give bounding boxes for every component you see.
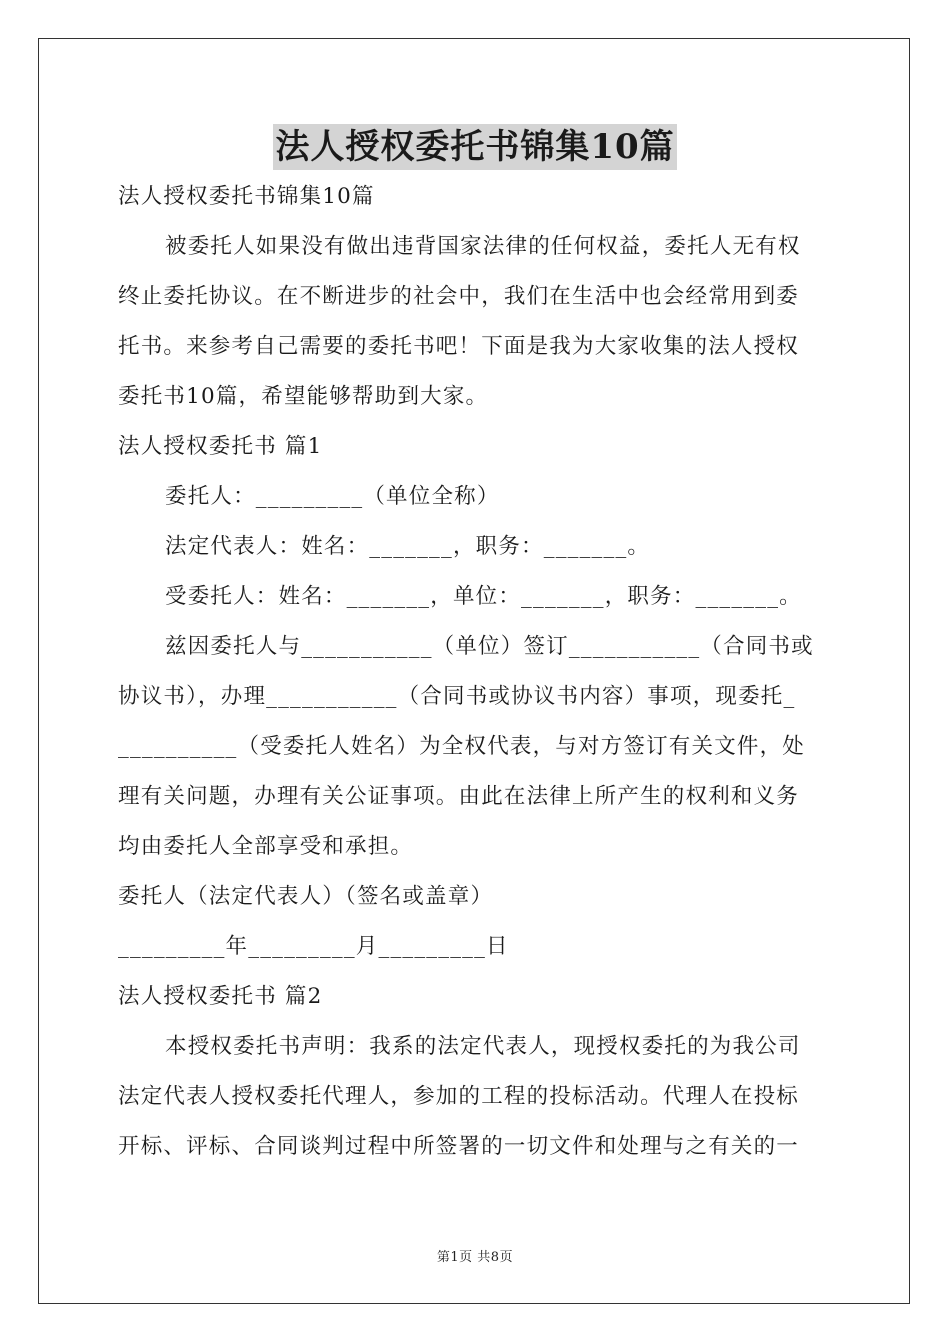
text-line: 法定代表人授权委托代理人，参加的工程的投标活动。代理人在投标 bbox=[118, 1084, 800, 1109]
text-line: 受委托人：姓名：_______，单位：_______，职务：_______。 bbox=[165, 584, 802, 609]
text-line: 法人授权委托书 篇1 bbox=[118, 434, 323, 459]
text-line: 均由委托人全部享受和承担。 bbox=[118, 834, 414, 859]
text-line: 理有关问题，办理有关公证事项。由此在法律上所产生的权利和义务 bbox=[118, 784, 800, 809]
text-line: 托书。来参考自己需要的委托书吧！下面是我为大家收集的法人授权 bbox=[118, 334, 800, 359]
document-body bbox=[118, 172, 834, 1172]
text-line: 法人授权委托书锦集10篇 bbox=[118, 184, 375, 209]
text-line: 委托人：_________（单位全称） bbox=[165, 484, 500, 509]
text-line: 终止委托协议。在不断进步的社会中，我们在生活中也会经常用到委 bbox=[118, 284, 800, 309]
text-line: __________（受委托人姓名）为全权代表，与对方签订有关文件，处 bbox=[118, 734, 806, 759]
text-line: 委托书10篇，希望能够帮助到大家。 bbox=[118, 384, 489, 409]
text-line: _________年_________月_________日 bbox=[118, 934, 509, 959]
text-line: 本授权委托书声明：我系的法定代表人，现授权委托的为我公司 bbox=[165, 1034, 801, 1059]
text-line: 协议书），办理___________（合同书或协议书内容）事项，现委托_ bbox=[118, 684, 796, 709]
title-container bbox=[0, 124, 950, 170]
page-footer: 第1页 共8页 bbox=[436, 1250, 514, 1265]
text-line: 开标、评标、合同谈判过程中所签署的一切文件和处理与之有关的一 bbox=[118, 1134, 800, 1159]
text-line: 委托人（法定代表人）（签名或盖章） bbox=[118, 884, 494, 909]
text-line: 法人授权委托书 篇2 bbox=[118, 984, 323, 1009]
document-title: 法人授权委托书锦集10篇 bbox=[273, 124, 676, 170]
text-line: 法定代表人：姓名：_______，职务：_______。 bbox=[165, 534, 651, 559]
text-line: 兹因委托人与___________（单位）签订___________（合同书或 bbox=[165, 634, 814, 659]
text-line: 被委托人如果没有做出违背国家法律的任何权益，委托人无有权 bbox=[165, 234, 801, 259]
